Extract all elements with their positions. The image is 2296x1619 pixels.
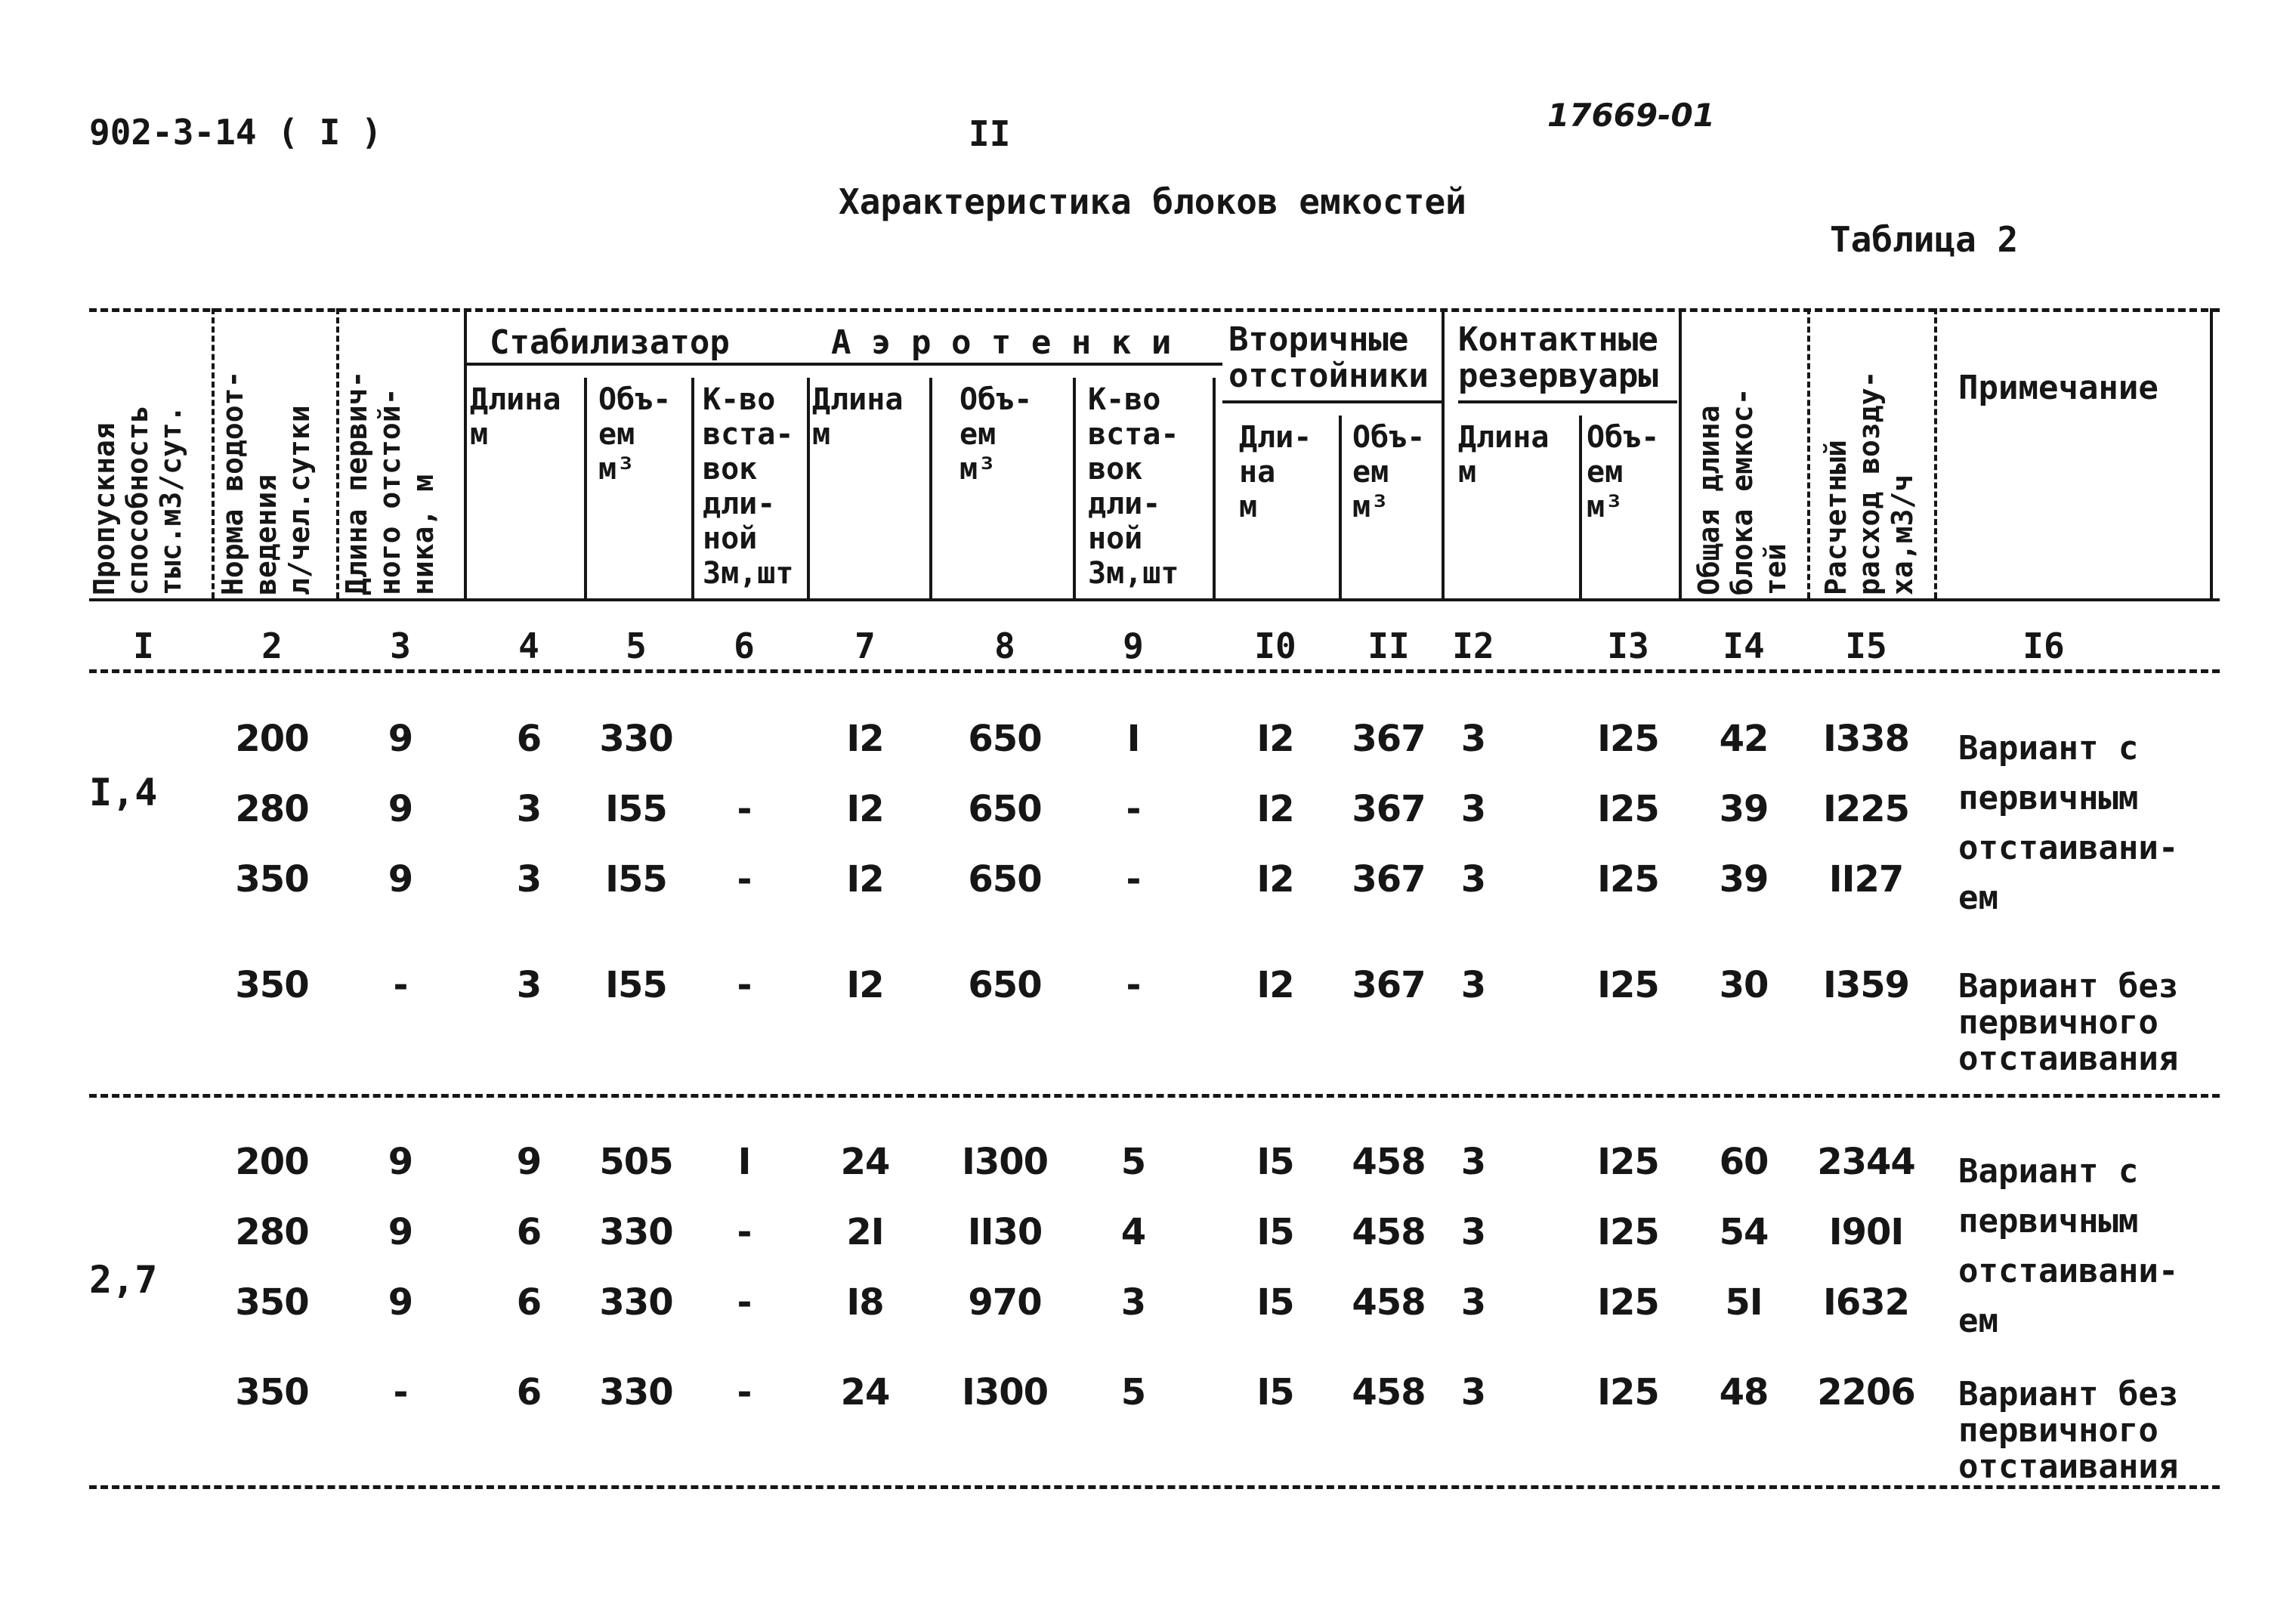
- table-cell: 9: [388, 1141, 413, 1183]
- table-cell: 350: [235, 1281, 309, 1324]
- table-cell: 48: [1719, 1371, 1769, 1414]
- table-cell: 330: [599, 1281, 673, 1324]
- col-sep-4: [584, 378, 587, 598]
- table-cell: I25: [1597, 1141, 1659, 1183]
- table-cell: 54: [1719, 1211, 1769, 1253]
- table-cell: 458: [1352, 1281, 1426, 1324]
- header-stab-length: Длина м: [470, 382, 561, 452]
- table-cell: 350: [235, 1371, 309, 1414]
- col-sep-10: [1339, 416, 1342, 598]
- table-cell: 3: [1460, 1211, 1486, 1253]
- table-cell: I5: [1256, 1281, 1294, 1324]
- table-cell: 24: [840, 1371, 890, 1414]
- table-cell: 505: [599, 1141, 673, 1183]
- table-cell: -: [393, 1371, 408, 1414]
- table-cell: 5I: [1725, 1281, 1763, 1324]
- column-number: I6: [2023, 626, 2065, 666]
- row-note: Вариант без первичного отстаивания: [1958, 967, 2179, 1078]
- col-sep-13: [1679, 308, 1682, 598]
- header-contact: Контактные резервуары: [1458, 320, 1658, 395]
- column-number: I: [133, 626, 154, 666]
- column-number: 2: [261, 626, 283, 666]
- table-cell: 39: [1719, 788, 1769, 830]
- table-cell: -: [737, 1371, 752, 1414]
- header-res-length: Длина м: [1458, 420, 1550, 490]
- table-cell: II30: [967, 1211, 1043, 1253]
- table-cell: 367: [1352, 718, 1426, 760]
- column-number: 4: [518, 626, 539, 666]
- table-cell: I: [737, 1141, 751, 1183]
- secondary-underline: [1222, 400, 1442, 403]
- table-cell: I338: [1822, 718, 1910, 760]
- table-cell: I25: [1597, 858, 1659, 901]
- col-sep-7: [929, 378, 932, 598]
- table-cell: 3: [516, 858, 542, 901]
- col-sep-8: [1073, 378, 1076, 598]
- table-cell: I300: [961, 1141, 1049, 1183]
- table-cell: -: [737, 1211, 752, 1253]
- table-cell: I225: [1822, 788, 1910, 830]
- col-sep-2: [336, 308, 339, 598]
- header-stab-inserts: К-во вста- вок дли- ной 3м,шт: [703, 382, 794, 591]
- row-note: Вариант без первичного отстаивания: [1958, 1375, 2179, 1486]
- table-cell: 3: [1460, 1371, 1486, 1414]
- table-cell: -: [737, 858, 752, 901]
- table-cell: I55: [605, 858, 667, 901]
- column-number: II: [1367, 626, 1410, 666]
- header-aero-length: Длина м: [812, 382, 904, 452]
- table-cell: -: [1126, 858, 1141, 901]
- table-cell: 3: [1460, 1281, 1486, 1324]
- table-cell: I2: [1256, 858, 1294, 901]
- col-sep-9: [1213, 378, 1216, 598]
- table-cell: 3: [1460, 858, 1486, 901]
- table-cell: -: [737, 788, 752, 830]
- table-cell: 367: [1352, 788, 1426, 830]
- header-aero-volume: Объ- ем м³: [959, 382, 1033, 487]
- column-number: I0: [1254, 626, 1296, 666]
- document-code: 902-3-14 ( I ): [89, 112, 382, 153]
- header-air-flow: Расчетный расход возду- ха,м3/ч: [1819, 370, 1919, 595]
- column-number: 9: [1123, 626, 1144, 666]
- table-cell: 650: [968, 718, 1042, 760]
- table-cell: I55: [605, 788, 667, 830]
- table-cell: 3: [1460, 1141, 1486, 1183]
- table-cell: 650: [968, 964, 1042, 1006]
- table-cell: -: [393, 964, 408, 1006]
- table-cell: 3: [1120, 1281, 1146, 1324]
- column-number: I4: [1723, 626, 1765, 666]
- table-cell: 367: [1352, 964, 1426, 1006]
- column-number: I2: [1452, 626, 1494, 666]
- table-cell: 330: [599, 1371, 673, 1414]
- table-cell: I2: [1256, 964, 1294, 1006]
- table-cell: 3: [1460, 964, 1486, 1006]
- table-cell: 6: [516, 718, 542, 760]
- table-cell: 2344: [1817, 1141, 1915, 1183]
- stabilizer-aerotank-underline: [467, 363, 1222, 366]
- header-aerotanks: А э р о т е н к и: [831, 323, 1172, 362]
- table-cell: I8: [846, 1281, 884, 1324]
- col-sep-16: [2210, 308, 2213, 598]
- header-total-length: Общая длина блока емкос- тей: [1692, 388, 1792, 595]
- table-cell: I359: [1822, 964, 1910, 1006]
- table-cell: I25: [1597, 718, 1659, 760]
- column-number: I5: [1845, 626, 1887, 666]
- col-sep-12: [1579, 416, 1582, 598]
- table-cell: 330: [599, 1211, 673, 1253]
- table-cell: 3: [1460, 788, 1486, 830]
- table-cell: I5: [1256, 1141, 1294, 1183]
- col-sep-5: [691, 378, 694, 598]
- table-cell: I2: [1256, 718, 1294, 760]
- table-cell: 367: [1352, 858, 1426, 901]
- table-cell: I90I: [1828, 1211, 1904, 1253]
- table-cell: 350: [235, 964, 309, 1006]
- col-sep-1: [212, 308, 215, 598]
- table-cell: I2: [846, 718, 884, 760]
- column-number: 6: [734, 626, 755, 666]
- column-number-divider: [89, 669, 2220, 673]
- table-label: Таблица 2: [1830, 219, 2019, 260]
- table-bottom-border: [89, 1485, 2220, 1489]
- table-cell: I25: [1597, 1281, 1659, 1324]
- table-cell: I2: [846, 964, 884, 1006]
- table-cell: 458: [1352, 1211, 1426, 1253]
- table-cell: I: [1126, 718, 1140, 760]
- table-cell: -: [1126, 788, 1141, 830]
- table-cell: 3: [1460, 718, 1486, 760]
- table-cell: 3: [516, 788, 542, 830]
- handwritten-stamp-number: 17669-01: [1547, 97, 1715, 134]
- table-cell: 458: [1352, 1371, 1426, 1414]
- header-stab-volume: Объ- ем м³: [598, 382, 672, 487]
- table-cell: I25: [1597, 964, 1659, 1006]
- table-cell: 42: [1719, 718, 1769, 760]
- table-cell: I300: [961, 1371, 1049, 1414]
- table-cell: 650: [968, 788, 1042, 830]
- table-cell: 280: [235, 1211, 309, 1253]
- table-cell: 24: [840, 1141, 890, 1183]
- table-cell: I2: [1256, 788, 1294, 830]
- header-water-norm: Норма водоот- ведения л/чел.сутки: [216, 370, 316, 595]
- header-primary-length: Длина первич- ного отстой- ника, м: [340, 370, 440, 595]
- column-number: 8: [994, 626, 1015, 666]
- table-cell: -: [737, 1281, 752, 1324]
- table-cell: I25: [1597, 788, 1659, 830]
- table-cell: 60: [1719, 1141, 1769, 1183]
- header-aero-inserts: К-во вста- вок дли- ной 3м,шт: [1088, 382, 1179, 591]
- table-cell: 9: [388, 1281, 413, 1324]
- table-cell: 200: [235, 718, 309, 760]
- table-cell: 30: [1719, 964, 1769, 1006]
- header-sec-length: Дли- на м: [1239, 420, 1312, 524]
- table-cell: I632: [1822, 1281, 1910, 1324]
- table-top-border: [89, 308, 2220, 312]
- table-cell: 2206: [1817, 1371, 1915, 1414]
- group-capacity: 2,7: [89, 1258, 158, 1302]
- col-sep-11: [1442, 308, 1445, 598]
- table-cell: I5: [1256, 1211, 1294, 1253]
- table-cell: 5: [1120, 1141, 1146, 1183]
- row-note: Вариант с первичным отстаивани- ем: [1958, 1152, 2179, 1340]
- header-stabilizer: Стабилизатор: [490, 323, 730, 362]
- table-cell: 9: [388, 788, 413, 830]
- table-cell: 200: [235, 1141, 309, 1183]
- table-cell: 5: [1120, 1371, 1146, 1414]
- table-cell: 39: [1719, 858, 1769, 901]
- header-res-volume: Объ- ем м³: [1587, 420, 1660, 524]
- column-number: 7: [854, 626, 876, 666]
- col-sep-3: [464, 308, 467, 598]
- contact-underline: [1458, 400, 1677, 403]
- table-cell: 4: [1120, 1211, 1146, 1253]
- table-cell: I2: [846, 858, 884, 901]
- group-capacity: I,4: [89, 771, 158, 814]
- table-cell: 9: [516, 1141, 542, 1183]
- table-cell: 280: [235, 788, 309, 830]
- page-number: II: [969, 113, 1011, 154]
- table-title: Характеристика блоков емкостей: [839, 181, 1466, 222]
- table-cell: 6: [516, 1371, 542, 1414]
- table-cell: -: [1126, 964, 1141, 1006]
- table-cell: 650: [968, 858, 1042, 901]
- table-cell: I55: [605, 964, 667, 1006]
- row-note: Вариант с первичным отстаивани- ем: [1958, 729, 2179, 917]
- table-cell: 6: [516, 1281, 542, 1324]
- column-number: I3: [1607, 626, 1649, 666]
- header-bottom-border: [89, 598, 2220, 601]
- table-cell: 350: [235, 858, 309, 901]
- table-cell: 970: [968, 1281, 1042, 1324]
- table-cell: 330: [599, 718, 673, 760]
- column-number: 5: [626, 626, 647, 666]
- table-cell: I25: [1597, 1371, 1659, 1414]
- table-cell: -: [737, 964, 752, 1006]
- table-cell: 9: [388, 858, 413, 901]
- table-cell: 3: [516, 964, 542, 1006]
- col-sep-15: [1934, 308, 1937, 598]
- group-divider: [89, 1094, 2220, 1098]
- header-secondary: Вторичные отстойники: [1228, 320, 1429, 395]
- table-cell: 6: [516, 1211, 542, 1253]
- col-sep-6: [807, 378, 810, 598]
- table-cell: I25: [1597, 1211, 1659, 1253]
- table-cell: I5: [1256, 1371, 1294, 1414]
- table-cell: II27: [1828, 858, 1904, 901]
- column-number: 3: [390, 626, 411, 666]
- table-cell: 2I: [846, 1211, 884, 1253]
- col-sep-14: [1807, 308, 1810, 598]
- table-cell: I2: [846, 788, 884, 830]
- table-cell: 458: [1352, 1141, 1426, 1183]
- table-cell: 9: [388, 1211, 413, 1253]
- header-sec-volume: Объ- ем м³: [1352, 420, 1426, 524]
- header-capacity: Пропускная способность тыс.м3/сут.: [88, 405, 187, 595]
- header-note: Примечание: [1958, 369, 2158, 407]
- table-cell: 9: [388, 718, 413, 760]
